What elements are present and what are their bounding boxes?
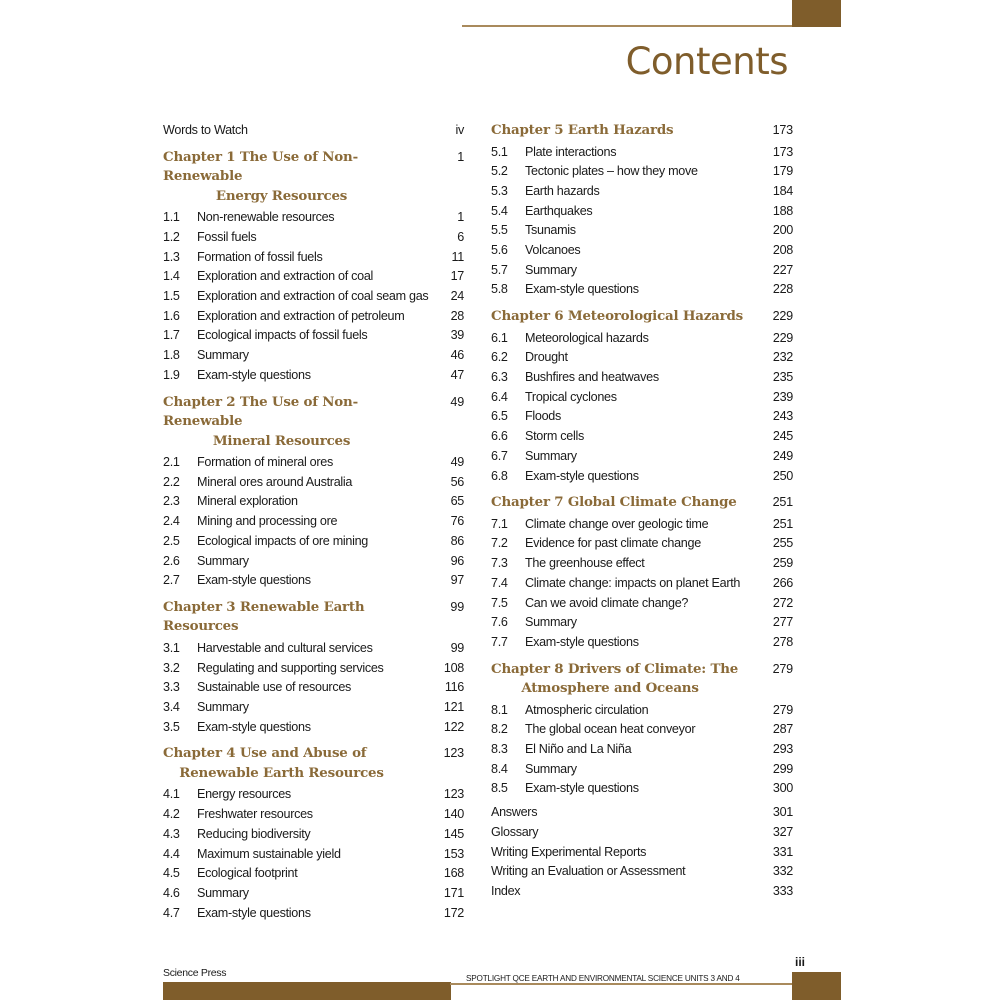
publisher-name: Science Press bbox=[163, 967, 227, 979]
section-number: 3.1 bbox=[163, 640, 180, 655]
section-page: 121 bbox=[443, 700, 464, 715]
section-title: Ecological impacts of ore mining bbox=[197, 533, 368, 548]
section-page: 122 bbox=[443, 719, 464, 734]
chapter-title bbox=[163, 744, 430, 783]
back-matter bbox=[491, 803, 793, 902]
toc-section-entry[interactable] bbox=[491, 613, 793, 633]
section-page: 97 bbox=[450, 573, 464, 588]
section-number: 8.1 bbox=[491, 702, 508, 717]
toc-section-entry[interactable] bbox=[163, 845, 464, 865]
chapter-page: 123 bbox=[443, 746, 464, 761]
section-title: Tsunamis bbox=[525, 223, 576, 238]
section-number: 1.5 bbox=[163, 289, 180, 304]
section-page: 28 bbox=[450, 308, 464, 323]
entry-title: Words to Watch bbox=[163, 123, 248, 137]
section-title: Summary bbox=[197, 348, 249, 363]
chapter-heading-3[interactable] bbox=[491, 660, 793, 699]
chapter-heading-0[interactable] bbox=[491, 121, 793, 141]
toc-section-entry[interactable] bbox=[163, 326, 464, 346]
section-number: 1.9 bbox=[163, 367, 180, 382]
entry-title: Writing an Evaluation or Assessment bbox=[491, 864, 686, 879]
section-page: 6 bbox=[457, 229, 464, 244]
section-title: Climate change over geologic time bbox=[525, 516, 709, 531]
section-page: 249 bbox=[772, 448, 793, 463]
section-page: 76 bbox=[450, 514, 464, 529]
section-page: 299 bbox=[772, 761, 793, 776]
section-number: 2.5 bbox=[163, 533, 180, 548]
section-title: Mining and processing ore bbox=[197, 514, 338, 529]
section-number: 7.4 bbox=[491, 575, 508, 590]
section-number: 2.2 bbox=[163, 474, 180, 489]
section-title: El Niño and La Niña bbox=[525, 742, 632, 757]
toc-section-entry[interactable] bbox=[163, 659, 464, 679]
section-number: 4.1 bbox=[163, 787, 180, 802]
toc-section-entry[interactable] bbox=[163, 208, 464, 228]
section-number: 1.1 bbox=[163, 210, 180, 225]
section-title: Floods bbox=[525, 409, 561, 424]
section-page: 287 bbox=[772, 722, 793, 737]
section-page: 46 bbox=[450, 348, 464, 363]
toc-section-entry[interactable] bbox=[163, 571, 464, 591]
toc-section-entry[interactable] bbox=[163, 287, 464, 307]
section-page: 251 bbox=[772, 516, 793, 531]
section-number: 5.1 bbox=[491, 144, 508, 159]
chapter-heading-2[interactable] bbox=[491, 493, 793, 513]
section-page: 47 bbox=[450, 367, 464, 382]
chapter-title-line1: Chapter 5 Earth Hazards bbox=[491, 122, 674, 138]
section-page: 171 bbox=[443, 885, 464, 900]
toc-section-entry[interactable] bbox=[163, 825, 464, 845]
section-title: Plate interactions bbox=[525, 144, 617, 159]
section-page: 49 bbox=[450, 455, 464, 470]
section-page: 293 bbox=[772, 742, 793, 757]
section-title: The global ocean heat conveyor bbox=[525, 722, 696, 737]
section-title: Summary bbox=[525, 448, 577, 463]
toc-section-entry[interactable] bbox=[491, 534, 793, 554]
section-page: 108 bbox=[443, 660, 464, 675]
section-page: 179 bbox=[772, 164, 793, 179]
section-title: Mineral exploration bbox=[197, 494, 298, 509]
toc-section-entry[interactable] bbox=[491, 740, 793, 760]
section-title: Earthquakes bbox=[525, 203, 593, 218]
section-number: 1.8 bbox=[163, 348, 180, 363]
chapter-page: 1 bbox=[457, 149, 464, 164]
section-page: 116 bbox=[444, 680, 464, 695]
section-page: 277 bbox=[772, 615, 793, 630]
section-title: Evidence for past climate change bbox=[525, 536, 701, 551]
section-page: 235 bbox=[772, 370, 793, 385]
chapter-title bbox=[491, 121, 759, 141]
section-number: 4.2 bbox=[163, 807, 180, 822]
section-title: Tectonic plates – how they move bbox=[525, 164, 698, 179]
toc-entry-words-to-watch[interactable] bbox=[163, 121, 464, 141]
section-number: 4.3 bbox=[163, 826, 180, 841]
section-page: 99 bbox=[450, 640, 464, 655]
section-page: 96 bbox=[450, 553, 464, 568]
chapter-title bbox=[491, 660, 759, 699]
section-title: Exploration and extraction of petroleum bbox=[197, 308, 405, 323]
section-page: 300 bbox=[772, 781, 793, 796]
toc-section-entry[interactable] bbox=[163, 785, 464, 805]
section-page: 200 bbox=[772, 223, 793, 238]
chapter-title bbox=[163, 598, 430, 637]
section-number: 8.3 bbox=[491, 742, 508, 757]
section-number: 8.4 bbox=[491, 761, 508, 776]
section-title: Harvestable and cultural services bbox=[197, 640, 373, 655]
header-rule bbox=[462, 25, 794, 27]
toc-section-entry[interactable] bbox=[491, 162, 793, 182]
section-title: Fossil fuels bbox=[197, 229, 257, 244]
page-title: Contents bbox=[625, 40, 788, 83]
entry-page: 301 bbox=[772, 805, 793, 820]
chapter-title-line1: Chapter 8 Drivers of Climate: The bbox=[491, 660, 739, 677]
section-title: Reducing biodiversity bbox=[197, 826, 311, 841]
toc-section-entry[interactable] bbox=[163, 228, 464, 248]
entry-title: Answers bbox=[491, 805, 538, 820]
entry-title: Index bbox=[491, 884, 521, 898]
toc-right-column bbox=[491, 121, 793, 902]
section-title: Formation of mineral ores bbox=[197, 455, 333, 470]
section-title: Volcanoes bbox=[525, 243, 581, 258]
toc-section-entry[interactable] bbox=[163, 678, 464, 698]
section-number: 3.3 bbox=[163, 680, 180, 695]
section-page: 243 bbox=[772, 409, 793, 424]
section-title: Non-renewable resources bbox=[197, 210, 335, 225]
toc-section-entry[interactable] bbox=[491, 779, 793, 799]
section-number: 6.4 bbox=[491, 389, 508, 404]
toc-section-entry[interactable] bbox=[491, 447, 793, 467]
toc-section-entry[interactable] bbox=[163, 473, 464, 493]
header-accent-block bbox=[792, 0, 841, 27]
section-title: Ecological impacts of fossil fuels bbox=[197, 328, 368, 343]
footer-right-block bbox=[792, 972, 841, 1000]
section-page: 140 bbox=[443, 807, 464, 822]
toc-section-entry[interactable] bbox=[491, 427, 793, 447]
section-title: Tropical cyclones bbox=[525, 389, 617, 404]
chapter-title bbox=[163, 393, 430, 452]
section-page: 17 bbox=[450, 269, 464, 284]
section-number: 6.6 bbox=[491, 429, 508, 444]
toc-section-entry[interactable] bbox=[163, 366, 464, 386]
section-title: Summary bbox=[525, 615, 577, 630]
section-title: Exam-style questions bbox=[525, 781, 639, 796]
section-page: 278 bbox=[772, 634, 793, 649]
section-page: 272 bbox=[772, 595, 793, 610]
toc-section-entry[interactable] bbox=[491, 261, 793, 281]
toc-back-matter-entry[interactable] bbox=[491, 803, 793, 823]
chapter-page: 99 bbox=[450, 599, 464, 614]
section-number: 5.4 bbox=[491, 203, 508, 218]
section-page: 56 bbox=[450, 474, 464, 489]
section-title: Can we avoid climate change? bbox=[525, 595, 689, 610]
section-title: Earth hazards bbox=[525, 183, 600, 198]
left-chapters bbox=[163, 148, 464, 924]
chapter-title-line1: Chapter 4 Use and Abuse of bbox=[163, 745, 367, 762]
section-number: 2.1 bbox=[163, 455, 180, 470]
toc-back-matter-entry[interactable] bbox=[491, 882, 793, 902]
toc-section-entry[interactable] bbox=[163, 864, 464, 884]
section-title: Maximum sustainable yield bbox=[197, 846, 341, 861]
section-title: Summary bbox=[197, 885, 249, 900]
toc-back-matter-entry[interactable] bbox=[491, 862, 793, 882]
section-number: 2.6 bbox=[163, 553, 180, 568]
section-page: 86 bbox=[450, 533, 464, 548]
toc-section-entry[interactable] bbox=[491, 348, 793, 368]
section-number: 6.2 bbox=[491, 350, 508, 365]
section-title: Storm cells bbox=[525, 429, 584, 444]
section-page: 11 bbox=[451, 249, 464, 264]
section-page: 172 bbox=[443, 905, 464, 920]
toc-section-entry[interactable] bbox=[163, 532, 464, 552]
section-page: 227 bbox=[772, 262, 793, 277]
toc-section-entry[interactable] bbox=[491, 574, 793, 594]
section-page: 255 bbox=[772, 536, 793, 551]
section-title: Freshwater resources bbox=[197, 807, 313, 822]
entry-page: 333 bbox=[772, 884, 793, 898]
section-page: 188 bbox=[772, 203, 793, 218]
section-title: Exam-style questions bbox=[525, 634, 639, 649]
section-title: Climate change: impacts on planet Earth bbox=[525, 575, 741, 590]
entry-page: iv bbox=[455, 123, 464, 137]
entry-title: Glossary bbox=[491, 824, 539, 839]
toc-section-entry[interactable] bbox=[491, 202, 793, 222]
toc-section-entry[interactable] bbox=[491, 280, 793, 300]
section-number: 7.3 bbox=[491, 556, 508, 571]
toc-section-entry[interactable] bbox=[491, 388, 793, 408]
toc-section-entry[interactable] bbox=[163, 805, 464, 825]
chapter-page: 173 bbox=[772, 123, 793, 137]
section-title: Formation of fossil fuels bbox=[197, 249, 323, 264]
section-number: 6.3 bbox=[491, 370, 508, 385]
section-page: 153 bbox=[443, 846, 464, 861]
toc-section-entry[interactable] bbox=[491, 368, 793, 388]
section-number: 2.4 bbox=[163, 514, 180, 529]
toc-section-entry[interactable] bbox=[163, 267, 464, 287]
toc-section-entry[interactable] bbox=[491, 701, 793, 721]
toc-section-entry[interactable] bbox=[163, 453, 464, 473]
section-title: Sustainable use of resources bbox=[197, 680, 352, 695]
section-number: 1.2 bbox=[163, 229, 180, 244]
section-title: Ecological footprint bbox=[197, 866, 298, 881]
entry-page: 332 bbox=[772, 864, 793, 879]
toc-section-entry[interactable] bbox=[163, 718, 464, 738]
entry-title: Writing Experimental Reports bbox=[491, 844, 647, 859]
section-page: 208 bbox=[772, 243, 793, 258]
section-title: Exam-style questions bbox=[197, 719, 311, 734]
toc-section-entry[interactable] bbox=[163, 552, 464, 572]
chapter-title-line2: Mineral Resources bbox=[212, 432, 351, 449]
section-page: 279 bbox=[772, 702, 793, 717]
chapter-title-line2: Energy Resources bbox=[215, 187, 348, 204]
chapter-title-line2: Atmosphere and Oceans bbox=[521, 680, 699, 697]
toc-section-entry[interactable] bbox=[163, 512, 464, 532]
chapter-heading-1[interactable] bbox=[163, 393, 464, 452]
toc-section-entry[interactable] bbox=[491, 594, 793, 614]
section-page: 232 bbox=[772, 350, 793, 365]
chapter-page: 279 bbox=[772, 661, 793, 676]
chapter-page: 251 bbox=[772, 495, 793, 510]
section-page: 145 bbox=[443, 826, 464, 841]
footer-left-bar bbox=[163, 982, 451, 1000]
section-number: 6.5 bbox=[491, 409, 508, 424]
section-number: 5.2 bbox=[491, 164, 508, 179]
section-number: 8.5 bbox=[491, 781, 508, 796]
toc-left-column bbox=[163, 121, 464, 923]
chapter-title bbox=[491, 307, 759, 327]
section-number: 6.8 bbox=[491, 468, 508, 483]
section-number: 5.5 bbox=[491, 223, 508, 238]
section-page: 228 bbox=[772, 282, 793, 297]
section-number: 4.5 bbox=[163, 866, 180, 881]
section-page: 39 bbox=[450, 328, 464, 343]
toc-section-entry[interactable] bbox=[163, 248, 464, 268]
section-number: 5.3 bbox=[491, 183, 508, 198]
toc-section-entry[interactable] bbox=[491, 720, 793, 740]
section-number: 3.5 bbox=[163, 719, 180, 734]
chapter-heading-3[interactable] bbox=[163, 744, 464, 783]
section-title: Summary bbox=[197, 700, 249, 715]
page-number: iii bbox=[795, 955, 806, 969]
section-number: 1.4 bbox=[163, 269, 180, 284]
section-title: Exam-style questions bbox=[197, 367, 311, 382]
toc-section-entry[interactable] bbox=[163, 639, 464, 659]
section-number: 4.7 bbox=[163, 905, 180, 920]
section-number: 5.6 bbox=[491, 243, 508, 258]
footer-rule bbox=[450, 983, 793, 985]
chapter-title bbox=[163, 148, 430, 207]
chapter-heading-1[interactable] bbox=[491, 307, 793, 327]
section-number: 8.2 bbox=[491, 722, 508, 737]
book-title: SPOTLIGHT QCE EARTH AND ENVIRONMENTAL SCIENCE UNITS 3 AND 4 bbox=[466, 974, 740, 983]
chapter-heading-2[interactable] bbox=[163, 598, 464, 637]
toc-section-entry[interactable] bbox=[491, 467, 793, 487]
chapter-title-line1: Chapter 2 The Use of Non-Renewable bbox=[163, 393, 358, 430]
section-number: 2.7 bbox=[163, 573, 180, 588]
section-number: 3.2 bbox=[163, 660, 180, 675]
section-number: 7.1 bbox=[491, 516, 508, 531]
section-title: Exam-style questions bbox=[197, 573, 311, 588]
toc-section-entry[interactable] bbox=[491, 182, 793, 202]
toc-section-entry[interactable] bbox=[163, 492, 464, 512]
section-number: 6.7 bbox=[491, 448, 508, 463]
section-title: Exploration and extraction of coal bbox=[197, 269, 374, 284]
toc-section-entry[interactable] bbox=[491, 515, 793, 535]
chapter-page: 229 bbox=[772, 309, 793, 324]
section-number: 2.3 bbox=[163, 494, 180, 509]
section-page: 184 bbox=[772, 183, 793, 198]
toc-section-entry[interactable] bbox=[163, 904, 464, 924]
section-number: 5.7 bbox=[491, 262, 508, 277]
section-title: Summary bbox=[197, 553, 249, 568]
section-number: 7.2 bbox=[491, 536, 508, 551]
toc-section-entry[interactable] bbox=[491, 329, 793, 349]
entry-page: 327 bbox=[772, 824, 793, 839]
toc-section-entry[interactable] bbox=[491, 554, 793, 574]
toc-section-entry[interactable] bbox=[491, 221, 793, 241]
section-page: 168 bbox=[443, 866, 464, 881]
toc-section-entry[interactable] bbox=[163, 307, 464, 327]
section-number: 4.6 bbox=[163, 885, 180, 900]
section-page: 266 bbox=[772, 575, 793, 590]
section-page: 1 bbox=[457, 210, 464, 225]
section-page: 245 bbox=[772, 429, 793, 444]
section-page: 24 bbox=[450, 289, 464, 304]
toc-section-entry[interactable] bbox=[491, 241, 793, 261]
section-title: Bushfires and heatwaves bbox=[525, 370, 659, 385]
toc-section-entry[interactable] bbox=[491, 633, 793, 653]
section-page: 65 bbox=[450, 494, 464, 509]
section-title: Exploration and extraction of coal seam gas bbox=[197, 289, 429, 304]
section-number: 1.3 bbox=[163, 249, 180, 264]
section-title: Mineral ores around Australia bbox=[197, 474, 353, 489]
section-number: 4.4 bbox=[163, 846, 180, 861]
section-title: Summary bbox=[525, 262, 577, 277]
section-page: 229 bbox=[772, 330, 793, 345]
section-page: 259 bbox=[772, 556, 793, 571]
chapter-title-line1: Chapter 1 The Use of Non-Renewable bbox=[163, 148, 358, 185]
chapter-title-line1: Chapter 7 Global Climate Change bbox=[491, 494, 737, 511]
section-title: Meteorological hazards bbox=[525, 330, 649, 345]
entry-page: 331 bbox=[772, 844, 793, 859]
section-title: Exam-style questions bbox=[525, 468, 639, 483]
section-title: Exam-style questions bbox=[525, 282, 639, 297]
section-title: Energy resources bbox=[197, 787, 291, 802]
section-number: 5.8 bbox=[491, 282, 508, 297]
toc-section-entry[interactable] bbox=[163, 698, 464, 718]
chapter-title-line1: Chapter 6 Meteorological Hazards bbox=[491, 308, 744, 325]
section-page: 173 bbox=[772, 144, 793, 159]
section-title: Exam-style questions bbox=[197, 905, 311, 920]
section-title: Drought bbox=[525, 350, 568, 365]
section-page: 250 bbox=[772, 468, 793, 483]
toc-back-matter-entry[interactable] bbox=[491, 843, 793, 863]
toc-section-entry[interactable] bbox=[163, 884, 464, 904]
section-page: 239 bbox=[772, 389, 793, 404]
chapter-title-line1: Chapter 3 Renewable Earth Resources bbox=[163, 598, 365, 635]
toc-section-entry[interactable] bbox=[163, 346, 464, 366]
section-title: Atmospheric circulation bbox=[525, 702, 649, 717]
section-number: 3.4 bbox=[163, 700, 180, 715]
section-number: 7.7 bbox=[491, 634, 508, 649]
chapter-heading-0[interactable] bbox=[163, 148, 464, 207]
section-title: The greenhouse effect bbox=[525, 556, 645, 571]
toc-section-entry[interactable] bbox=[491, 760, 793, 780]
chapter-title bbox=[491, 493, 759, 513]
section-number: 7.5 bbox=[491, 595, 508, 610]
section-number: 1.6 bbox=[163, 308, 180, 323]
section-number: 1.7 bbox=[163, 328, 180, 343]
section-page: 123 bbox=[443, 787, 464, 802]
section-number: 6.1 bbox=[491, 330, 508, 345]
section-title: Summary bbox=[525, 761, 577, 776]
right-chapters bbox=[491, 121, 793, 799]
toc-section-entry[interactable] bbox=[491, 143, 793, 163]
chapter-page: 49 bbox=[450, 394, 464, 409]
section-title: Regulating and supporting services bbox=[197, 660, 384, 675]
toc-section-entry[interactable] bbox=[491, 407, 793, 427]
section-number: 7.6 bbox=[491, 615, 508, 630]
chapter-title-line2: Renewable Earth Resources bbox=[179, 764, 384, 781]
toc-back-matter-entry[interactable] bbox=[491, 823, 793, 843]
